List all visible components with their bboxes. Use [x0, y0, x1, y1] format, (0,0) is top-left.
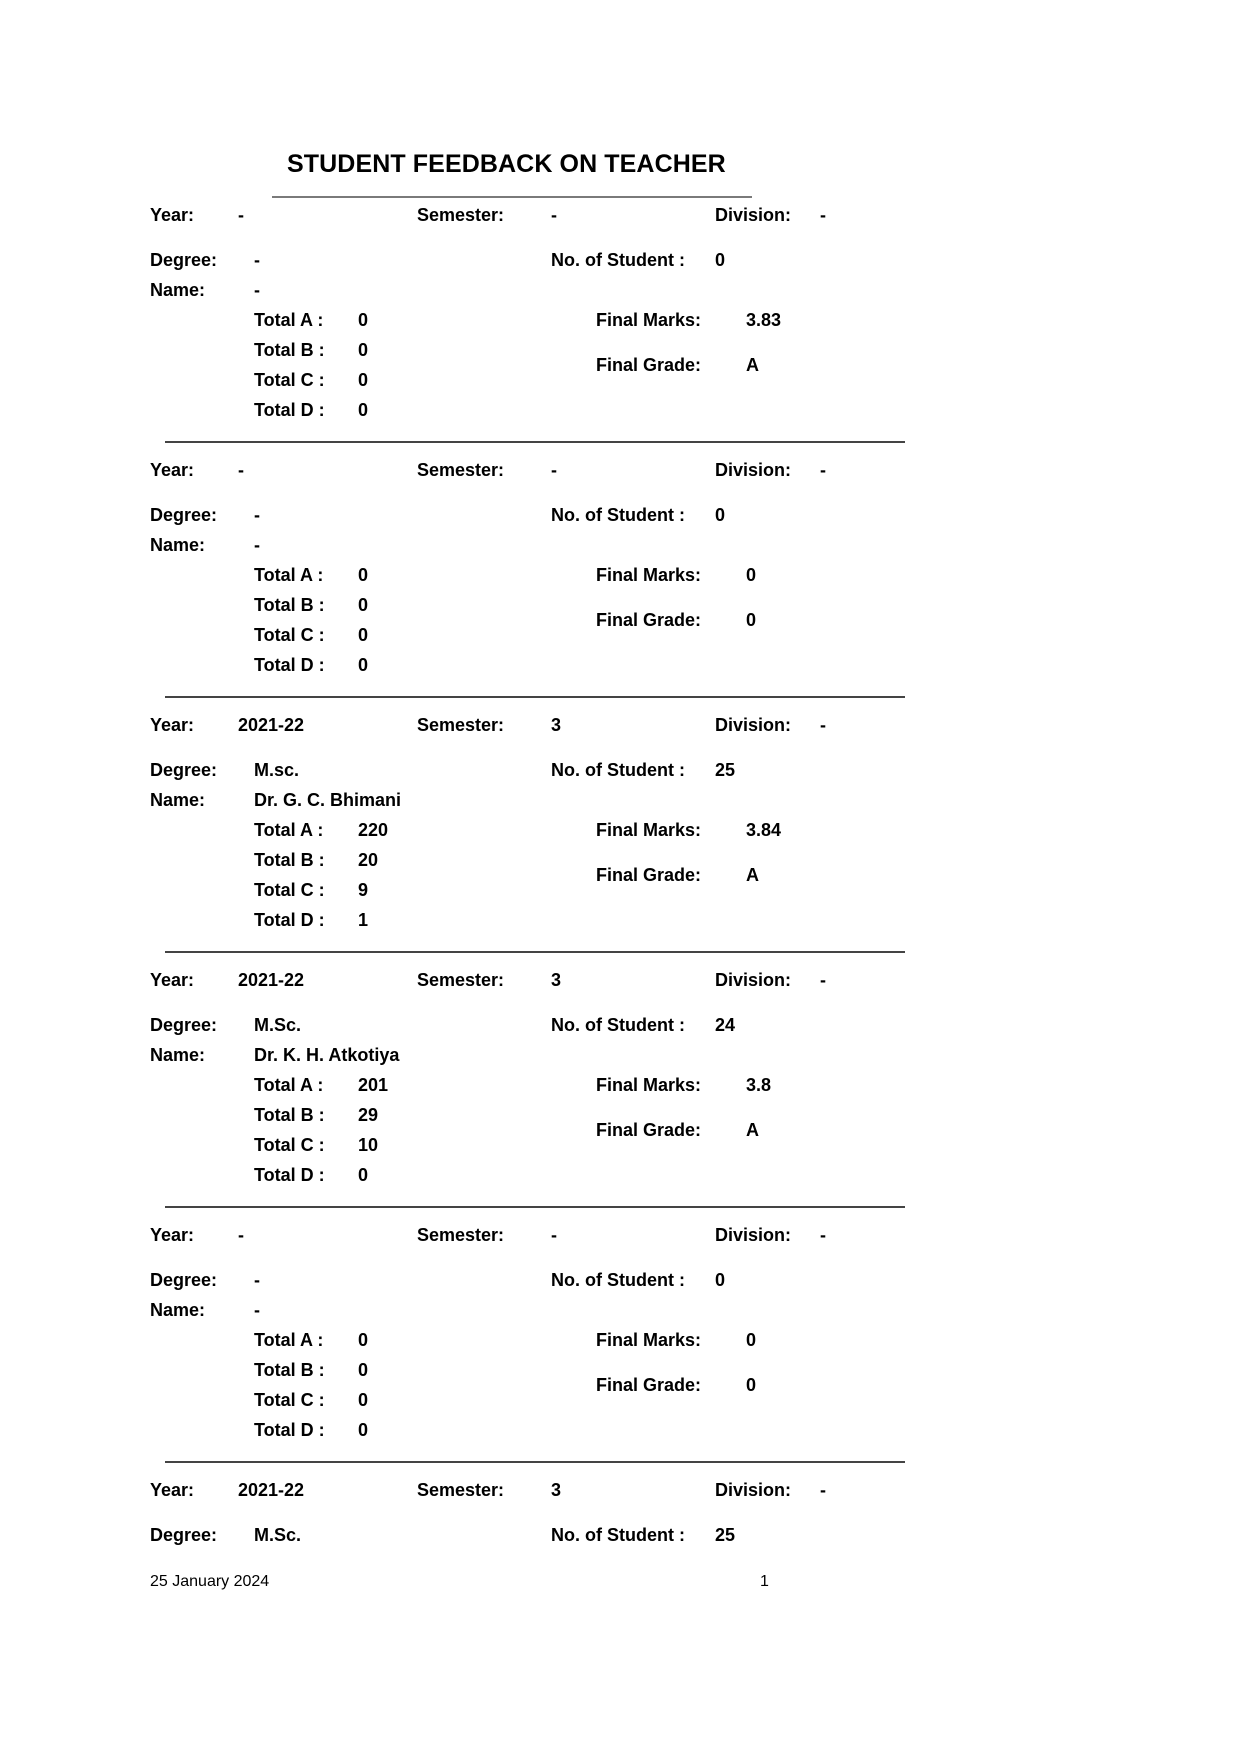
total-d-value: 1: [358, 910, 369, 930]
degree-label: Degree:: [150, 1270, 218, 1290]
total-d-value: 0: [358, 400, 369, 420]
no-of-student-value: 0: [715, 250, 726, 270]
total-d-value: 0: [358, 1165, 369, 1185]
total-d-label: Total D :: [254, 400, 325, 420]
degree-value: -: [254, 505, 260, 525]
no-of-student-label: No. of Student :: [551, 505, 685, 525]
final-grade-value: A: [746, 355, 759, 375]
division-value: -: [820, 460, 826, 480]
degree-value: -: [254, 1270, 260, 1290]
no-of-student-value: 25: [715, 760, 736, 780]
semester-label: Semester:: [417, 205, 505, 225]
year-value: 2021-22: [238, 1480, 305, 1500]
final-marks-value: 3.8: [746, 1075, 772, 1095]
final-grade-value: A: [746, 1120, 759, 1140]
year-value: -: [238, 1225, 244, 1245]
total-d-label: Total D :: [254, 1165, 325, 1185]
year-value: -: [238, 205, 244, 225]
division-value: -: [820, 715, 826, 735]
final-marks-label: Final Marks:: [596, 1075, 702, 1095]
semester-value: 3: [551, 715, 562, 735]
no-of-student-label: No. of Student :: [551, 760, 685, 780]
year-label: Year:: [150, 1225, 195, 1245]
name-value: -: [254, 1300, 260, 1320]
name-label: Name:: [150, 280, 206, 300]
division-label: Division:: [715, 1225, 792, 1245]
total-a-label: Total A :: [254, 310, 324, 330]
total-b-value: 0: [358, 595, 369, 615]
division-value: -: [820, 1480, 826, 1500]
name-value: -: [254, 535, 260, 555]
final-marks-value: 3.83: [746, 310, 782, 330]
semester-label: Semester:: [417, 970, 505, 990]
division-value: -: [820, 970, 826, 990]
total-b-label: Total B :: [254, 850, 325, 870]
title-underline: [272, 196, 752, 198]
document-title: STUDENT FEEDBACK ON TEACHER: [287, 150, 726, 178]
total-c-value: 0: [358, 625, 369, 645]
final-marks-value: 0: [746, 565, 757, 585]
record-separator: [165, 1461, 905, 1463]
total-c-value: 10: [358, 1135, 379, 1155]
total-c-label: Total C :: [254, 370, 325, 390]
name-value: -: [254, 280, 260, 300]
name-value: Dr. G. C. Bhimani: [254, 790, 402, 810]
total-b-label: Total B :: [254, 1105, 325, 1125]
total-d-value: 0: [358, 655, 369, 675]
total-a-label: Total A :: [254, 565, 324, 585]
total-a-value: 0: [358, 565, 369, 585]
final-marks-label: Final Marks:: [596, 1330, 702, 1350]
division-label: Division:: [715, 460, 792, 480]
footer-date: 25 January 2024: [150, 1573, 270, 1590]
semester-value: 3: [551, 970, 562, 990]
no-of-student-label: No. of Student :: [551, 250, 685, 270]
final-marks-label: Final Marks:: [596, 565, 702, 585]
total-a-label: Total A :: [254, 1075, 324, 1095]
degree-value: M.sc.: [254, 760, 300, 780]
no-of-student-label: No. of Student :: [551, 1270, 685, 1290]
final-marks-value: 0: [746, 1330, 757, 1350]
division-label: Division:: [715, 970, 792, 990]
total-c-label: Total C :: [254, 880, 325, 900]
total-c-label: Total C :: [254, 625, 325, 645]
division-label: Division:: [715, 715, 792, 735]
name-label: Name:: [150, 790, 206, 810]
total-c-value: 9: [358, 880, 369, 900]
year-label: Year:: [150, 460, 195, 480]
total-c-label: Total C :: [254, 1135, 325, 1155]
record-separator: [165, 696, 905, 698]
total-b-value: 0: [358, 1360, 369, 1380]
final-grade-label: Final Grade:: [596, 355, 702, 375]
total-b-value: 29: [358, 1105, 379, 1125]
division-value: -: [820, 1225, 826, 1245]
no-of-student-value: 25: [715, 1525, 736, 1545]
total-d-label: Total D :: [254, 910, 325, 930]
total-c-label: Total C :: [254, 1390, 325, 1410]
semester-label: Semester:: [417, 1225, 505, 1245]
division-label: Division:: [715, 1480, 792, 1500]
final-marks-value: 3.84: [746, 820, 782, 840]
final-grade-label: Final Grade:: [596, 610, 702, 630]
no-of-student-value: 0: [715, 1270, 726, 1290]
final-grade-value: 0: [746, 610, 757, 630]
total-d-value: 0: [358, 1420, 369, 1440]
total-a-label: Total A :: [254, 820, 324, 840]
semester-label: Semester:: [417, 460, 505, 480]
total-b-value: 20: [358, 850, 379, 870]
no-of-student-value: 24: [715, 1015, 736, 1035]
total-d-label: Total D :: [254, 655, 325, 675]
total-a-value: 0: [358, 1330, 369, 1350]
degree-label: Degree:: [150, 505, 218, 525]
year-label: Year:: [150, 715, 195, 735]
total-a-label: Total A :: [254, 1330, 324, 1350]
no-of-student-label: No. of Student :: [551, 1015, 685, 1035]
record-separator: [165, 441, 905, 443]
total-b-label: Total B :: [254, 595, 325, 615]
name-label: Name:: [150, 1045, 206, 1065]
final-grade-label: Final Grade:: [596, 1120, 702, 1140]
degree-label: Degree:: [150, 1015, 218, 1035]
year-value: 2021-22: [238, 970, 305, 990]
record-separator: [165, 1206, 905, 1208]
footer-page-number: 1: [760, 1573, 769, 1590]
year-value: -: [238, 460, 244, 480]
year-label: Year:: [150, 205, 195, 225]
division-label: Division:: [715, 205, 792, 225]
name-label: Name:: [150, 535, 206, 555]
total-b-value: 0: [358, 340, 369, 360]
semester-value: -: [551, 1225, 557, 1245]
final-grade-label: Final Grade:: [596, 1375, 702, 1395]
final-grade-label: Final Grade:: [596, 865, 702, 885]
semester-label: Semester:: [417, 715, 505, 735]
degree-label: Degree:: [150, 760, 218, 780]
degree-value: M.Sc.: [254, 1015, 302, 1035]
degree-label: Degree:: [150, 1525, 218, 1545]
semester-label: Semester:: [417, 1480, 505, 1500]
division-value: -: [820, 205, 826, 225]
total-a-value: 220: [358, 820, 389, 840]
year-value: 2021-22: [238, 715, 305, 735]
degree-value: M.Sc.: [254, 1525, 302, 1545]
total-a-value: 0: [358, 310, 369, 330]
degree-value: -: [254, 250, 260, 270]
total-b-label: Total B :: [254, 1360, 325, 1380]
name-value: Dr. K. H. Atkotiya: [254, 1045, 400, 1065]
final-marks-label: Final Marks:: [596, 310, 702, 330]
year-label: Year:: [150, 1480, 195, 1500]
final-grade-value: 0: [746, 1375, 757, 1395]
semester-value: -: [551, 460, 557, 480]
final-marks-label: Final Marks:: [596, 820, 702, 840]
name-label: Name:: [150, 1300, 206, 1320]
total-c-value: 0: [358, 370, 369, 390]
total-d-label: Total D :: [254, 1420, 325, 1440]
total-b-label: Total B :: [254, 340, 325, 360]
total-c-value: 0: [358, 1390, 369, 1410]
semester-value: 3: [551, 1480, 562, 1500]
no-of-student-value: 0: [715, 505, 726, 525]
semester-value: -: [551, 205, 557, 225]
record-separator: [165, 951, 905, 953]
final-grade-value: A: [746, 865, 759, 885]
year-label: Year:: [150, 970, 195, 990]
total-a-value: 201: [358, 1075, 389, 1095]
degree-label: Degree:: [150, 250, 218, 270]
no-of-student-label: No. of Student :: [551, 1525, 685, 1545]
